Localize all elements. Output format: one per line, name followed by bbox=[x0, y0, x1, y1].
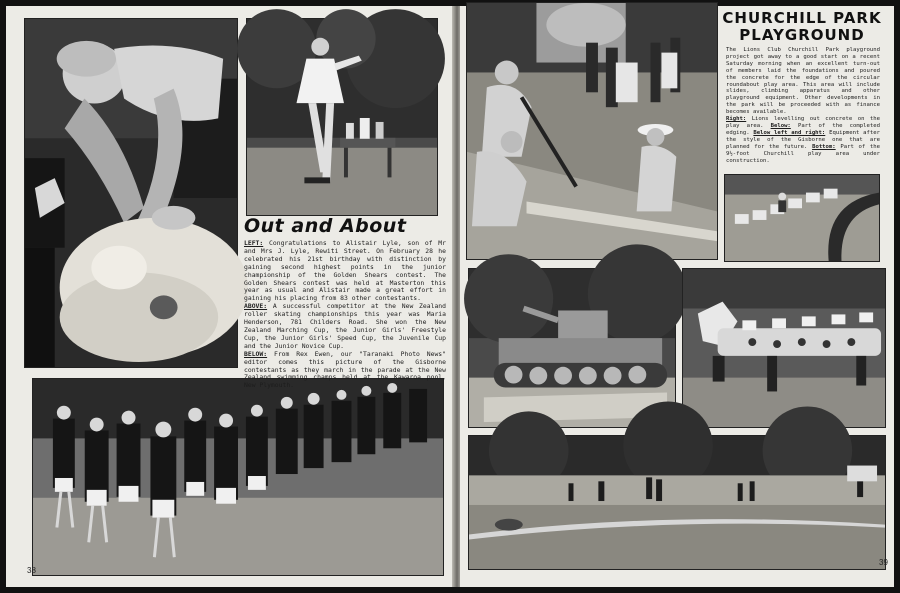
caption-text-right: Lions levelling out concrete on the play area. bbox=[726, 116, 881, 129]
right-caption bbox=[726, 47, 880, 171]
caption-label-bottom: Bottom: bbox=[812, 143, 836, 150]
workers-concrete-photo bbox=[466, 2, 718, 260]
headline-line-1: CHURCHILL PARK bbox=[722, 9, 882, 27]
caption-label-below: BELOW: bbox=[244, 349, 268, 358]
caption-intro: The Lions Club Churchill Park playground project got away to a good start on a recent Saturday morning when an excellent turn-out of members laid the foundations and poured the concrete for the edge of the circular roundabout play area. This area will include slides, climbing apparatus and other playground equipment. Other developments in the park will be proceeded with as finance becomes available. bbox=[726, 47, 880, 116]
left-page-number: 38 bbox=[27, 566, 36, 575]
churchill-park-headline bbox=[718, 10, 886, 44]
caption-label-below-left-right: Below left and right: bbox=[753, 129, 826, 136]
caption-text-below: From Rex Ewen, our "Taranaki Photo News" editor comes this picture of the Gisborne contestants as they march in the parade at the New Zealand swimming champs held at the Kawaroa pool, New Plymouth. bbox=[244, 349, 446, 390]
tank-equipment-photo bbox=[468, 268, 676, 428]
sheep-shearing-photo bbox=[24, 18, 238, 368]
caption-text-left: Congratulations to Alistair Lyle, son of Mr and Mrs J. Lyle, Rewiti Street. On February 28 he celebrated his 21st birthday with distinction by gaining second highest points in the junior championship of the Golden Shears contest. The Golden Shears contest was held at Masterton this year as usual and Alistair made a great effort in gaining his placing from 83 other contestants. bbox=[244, 239, 446, 303]
caption-label-below-right: Below: bbox=[770, 122, 791, 129]
caption-label-left: LEFT: bbox=[244, 239, 264, 247]
right-page-number: 39 bbox=[879, 558, 888, 567]
play-area-construction-photo bbox=[468, 435, 886, 570]
caption-text-below-right: Part of the completed edging. bbox=[726, 122, 880, 136]
left-caption bbox=[244, 239, 446, 390]
completed-edging-photo bbox=[724, 174, 880, 262]
swimmers-parade-photo bbox=[32, 378, 444, 576]
caption-text-below-left-right: Equipment after the style of the Gisborne one that are planned for the future. bbox=[726, 129, 880, 150]
caption-label-right: Right: bbox=[726, 116, 747, 123]
caption-text-bottom: Part of the 9½-foot Churchill play area under construction. bbox=[726, 143, 881, 164]
roller-skater-photo bbox=[246, 18, 438, 216]
headline-line-2: PLAYGROUND bbox=[739, 26, 865, 44]
out-and-about-headline: Out and About bbox=[244, 215, 407, 237]
caption-label-above: ABOVE: bbox=[244, 302, 268, 311]
dragon-climber-photo bbox=[682, 268, 886, 428]
caption-text-above: A successful competitor at the New Zealand roller skating championships this year was Maria Henderson, 781 Childers Road. She won the New Zealand Marching Cup, the Junior Girls' Freestyle Cup, the Junior Girls' Speed Cup, the Juvenile Cup and the Junior Novice Cup. bbox=[244, 302, 446, 350]
